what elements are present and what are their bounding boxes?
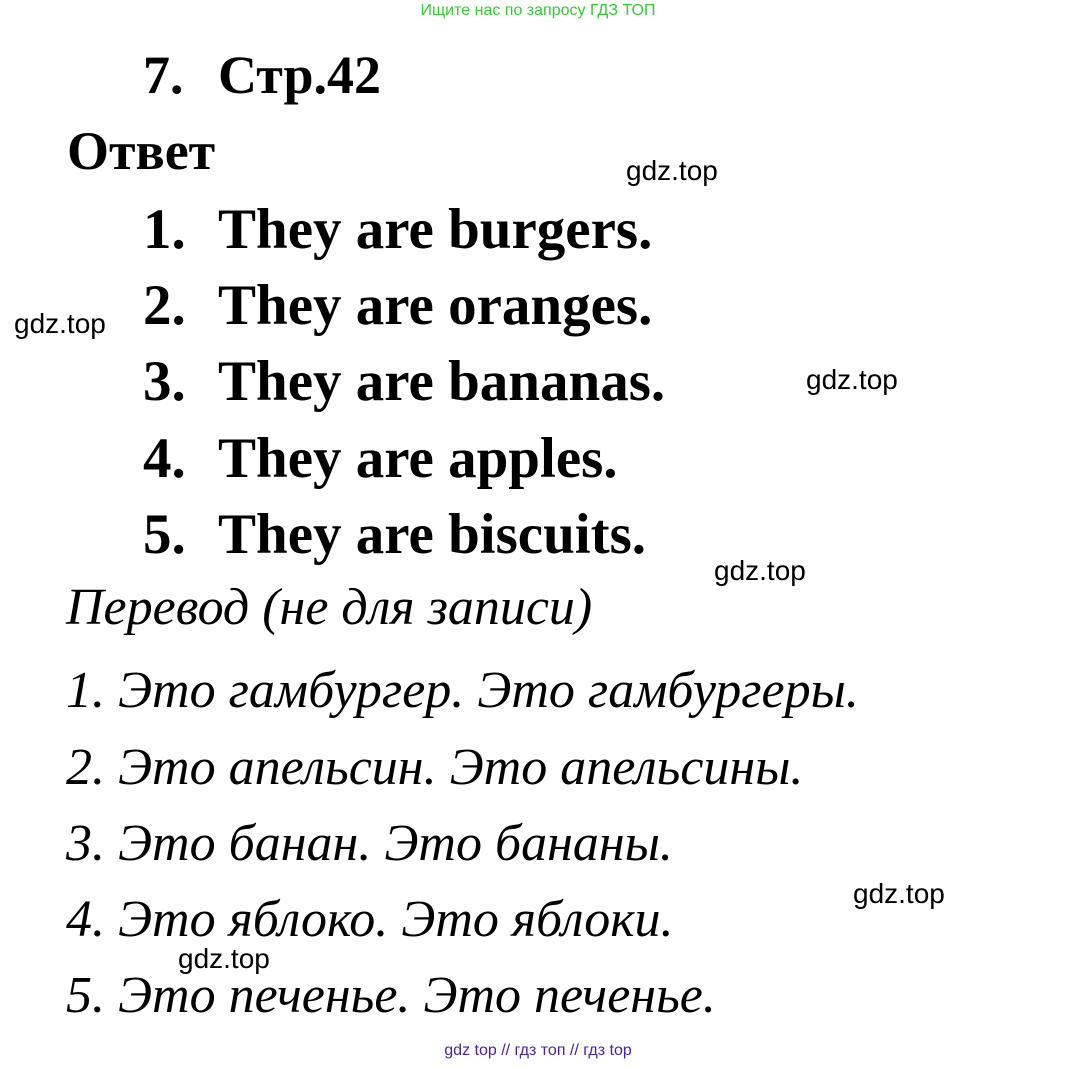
translation-line: 4. Это яблоко. Это яблоки. [66, 891, 674, 948]
answer-number: 3. [143, 350, 186, 413]
answer-text: They are oranges. [218, 274, 653, 337]
top-search-hint[interactable]: Ищите нас по запросу ГДЗ ТОП [420, 2, 656, 19]
watermark: gdz.top [714, 555, 806, 586]
translation-line: 2. Это апельсин. Это апельсины. [66, 739, 804, 796]
watermark: gdz.top [853, 878, 945, 909]
watermark: gdz.top [626, 155, 718, 186]
translation-title: Перевод (не для записи) [66, 579, 593, 636]
translation-line: 5. Это печенье. Это печенье. [66, 967, 716, 1024]
answer-text: They are bananas. [218, 350, 666, 413]
answer-text: They are burgers. [218, 198, 653, 261]
bottom-site-links[interactable]: gdz top // гдз топ // гдз top [444, 1042, 632, 1059]
exercise-number: 7. [143, 45, 184, 105]
answer-title: Ответ [67, 121, 216, 181]
answer-text: They are biscuits. [218, 503, 647, 566]
answer-number: 1. [143, 198, 186, 261]
answer-text: They are apples. [218, 427, 618, 490]
watermark: gdz.top [14, 308, 106, 339]
translation-line: 3. Это банан. Это бананы. [66, 815, 673, 872]
translation-line: 1. Это гамбургер. Это гамбургеры. [66, 662, 859, 719]
watermark: gdz.top [178, 943, 270, 974]
answer-number: 2. [143, 274, 186, 337]
exercise-page: Стр.42 [218, 45, 382, 105]
watermark: gdz.top [806, 364, 898, 395]
answer-number: 4. [143, 427, 186, 490]
answer-number: 5. [143, 503, 186, 566]
